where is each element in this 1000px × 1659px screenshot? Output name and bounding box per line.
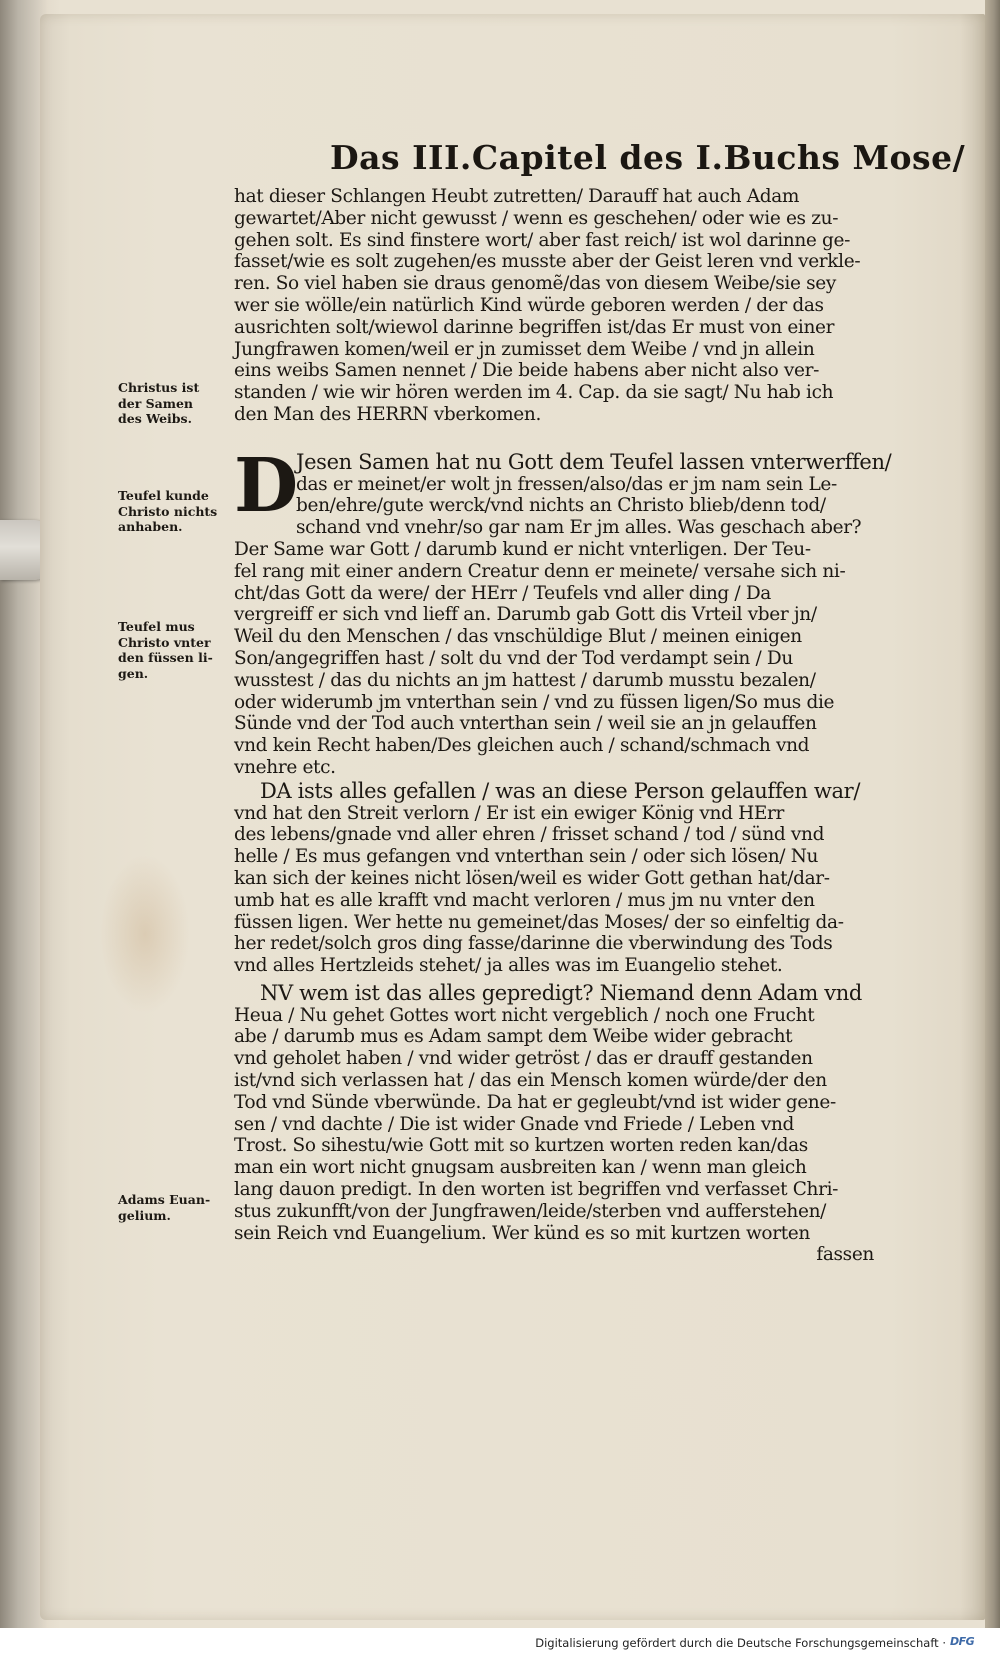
text-line: vnd hat den Streit verlorn / Er ist ein ewiger König vnd HErr bbox=[234, 802, 785, 824]
margin-note-line: der Samen bbox=[118, 395, 194, 411]
text-line: Weil du den Menschen / das vnschüldige Blut / meinen einigen bbox=[234, 626, 802, 648]
text-line: vnd kein Recht haben/Des gleichen auch / schand/schmach vnd bbox=[234, 735, 810, 757]
text-line: NV wem ist das alles gepredigt? Niemand denn Adam vnd bbox=[260, 980, 863, 1005]
text-line: helle / Es mus gefangen vnd vnterthan sein / oder sich lösen/ Nu bbox=[234, 846, 819, 868]
text-line: fasset/wie es solt zugehen/es musste aber der Geist leren vnd verkle- bbox=[234, 251, 861, 273]
page-edge bbox=[985, 0, 1000, 1628]
text-line: gehen solt. Es sind finstere wort/ aber fast reich/ ist wol darinne ge- bbox=[234, 229, 851, 251]
text-line: das er meinet/er wolt jn fressen/also/das er jm nam sein Le- bbox=[296, 473, 837, 495]
page-header: Das III.Capitel des I.Buchs Mose/ bbox=[330, 138, 966, 177]
text-line: Trost. So sihestu/wie Gott mit so kurtzen worten reden kan/das bbox=[234, 1135, 808, 1157]
digitization-footer bbox=[0, 1628, 1000, 1659]
text-line: ist/vnd sich verlassen hat / das ein Mensch komen würde/der den bbox=[234, 1070, 827, 1092]
paragraph-2-lines bbox=[234, 474, 874, 779]
text-line: oder widerumb jm vnterthan sein / vnd zu füssen ligen/So mus die bbox=[234, 691, 835, 713]
text-line: cht/das Gott da were/ der HErr / Teufels vnd aller ding / Da bbox=[234, 582, 771, 604]
paragraph-4 bbox=[234, 1005, 874, 1245]
text-line: abe / darumb mus es Adam sampt dem Weibe wider gebracht bbox=[234, 1026, 793, 1048]
text-line: DA ists alles gefallen / was an diese Person gelauffen war/ bbox=[260, 778, 861, 803]
text-line: her redet/solch gros ding fasse/darinne die vberwindung des Tods bbox=[234, 933, 833, 955]
margin-note-line: Teufel mus bbox=[118, 619, 195, 634]
margin-note-line: gelium. bbox=[118, 1207, 171, 1223]
footer-credit: Digitalisierung gefördert durch die Deutsche Forschungsgemeinschaft · bbox=[535, 1636, 946, 1650]
margin-note-christus bbox=[118, 380, 236, 427]
text-line: eins weibs Samen nennet / Die beide habens aber nicht also ver- bbox=[234, 360, 819, 382]
margin-note-line: gen. bbox=[118, 665, 149, 681]
margin-note-line: den füssen li- bbox=[118, 650, 213, 665]
text-line: stus zukunfft/von der Jungfrawen/leide/sterben vnd aufferstehen/ bbox=[234, 1200, 827, 1222]
margin-note-line: des Weibs. bbox=[118, 411, 192, 426]
text-line: Der Same war Gott / darumb kund er nicht vnterligen. Der Teu- bbox=[234, 538, 811, 560]
paragraph-2 bbox=[234, 442, 892, 779]
page-stain bbox=[100, 854, 190, 1014]
margin-note-line: Teufel kunde bbox=[118, 488, 209, 503]
text-line: sen / vnd dachte / Die ist wider Gnade vnd Friede / Leben vnd bbox=[234, 1113, 795, 1135]
text-line: fel rang mit einer andern Creatur denn er meinete/ versahe sich ni- bbox=[234, 560, 846, 582]
text-line: umb hat es alle krafft vnd macht verloren / mus jm nu vnter den bbox=[234, 889, 815, 911]
margin-note-teufel-mus bbox=[118, 619, 236, 681]
text-line: man ein wort nicht gnugsam ausbreiten kan / wenn man gleich bbox=[234, 1157, 807, 1179]
text-line: Sünde vnd der Tod auch vnterthan sein / weil sie an jn gelauffen bbox=[234, 713, 817, 735]
drop-initial: D bbox=[234, 442, 299, 529]
text-line: ausrichten solt/wiewol darinne begriffen ist/das Er must von einer bbox=[234, 316, 835, 338]
catchword: fassen bbox=[816, 1244, 874, 1266]
text-line: vergreiff er sich vnd lieff an. Darumb gab Gott dis Vrteil vber jn/ bbox=[234, 604, 817, 626]
margin-note-line: Christo vnter bbox=[118, 634, 211, 650]
text-line: gewartet/Aber nicht gewusst / wenn es geschehen/ oder wie es zu- bbox=[234, 207, 839, 229]
margin-note-teufel-kunde bbox=[118, 488, 236, 535]
paragraph-gap bbox=[234, 426, 874, 452]
margin-note-line: anhaben. bbox=[118, 519, 183, 534]
paragraph-3 bbox=[234, 803, 874, 977]
text-line: den Man des HERRN vberkomen. bbox=[234, 403, 542, 425]
text-line: kan sich der keines nicht lösen/weil es wider Gott gethan hat/dar- bbox=[234, 867, 830, 889]
margin-note-line: Adams Euan- bbox=[118, 1192, 211, 1207]
paragraph-1 bbox=[234, 186, 874, 426]
text-line: wer sie wölle/ein natürlich Kind würde geboren werden / der das bbox=[234, 294, 824, 316]
text-line: schand vnd vnehr/so gar nam Er jm alles. Was geschach aber? bbox=[296, 517, 862, 539]
text-line: lang dauon predigt. In den worten ist begriffen vnd verfasset Chri- bbox=[234, 1179, 839, 1201]
margin-note-line: Christus ist bbox=[118, 380, 200, 395]
text-line: Tod vnd Sünde vberwünde. Da hat er gegleubt/vnd ist wider gene- bbox=[234, 1091, 836, 1113]
text-line: ben/ehre/gute werck/vnd nichts an Christo blieb/denn tod/ bbox=[296, 495, 826, 517]
text-line: Jungfrawen komen/weil er jn zumisset dem Weibe / vnd jn allein bbox=[234, 338, 815, 360]
text-line: Son/angegriffen hast / solt du vnd der Tod verdampt sein / Du bbox=[234, 647, 793, 669]
margin-note-line: Christo nichts bbox=[118, 503, 218, 519]
text-line: vnd alles Hertzleids stehet/ ja alles was im Euangelio stehet. bbox=[234, 955, 783, 977]
text-line: sein Reich vnd Euangelium. Wer künd es so mit kurtzen worten bbox=[234, 1222, 810, 1244]
text-line: vnd geholet haben / vnd wider getröst / das er drauff gestanden bbox=[234, 1048, 813, 1070]
margin-note-adams-evangelium bbox=[118, 1192, 236, 1223]
text-line: Heua / Nu gehet Gottes wort nicht vergeblich / noch one Frucht bbox=[234, 1004, 815, 1026]
text-line: vnehre etc. bbox=[234, 756, 336, 778]
text-line: Jesen Samen hat nu Gott dem Teufel lassen vnterwerffen/ bbox=[296, 449, 892, 474]
text-line: des lebens/gnade vnd aller ehren / frisset schand / tod / sünd vnd bbox=[234, 824, 825, 846]
text-line: standen / wie wir hören werden im 4. Cap. da sie sagt/ Nu hab ich bbox=[234, 382, 834, 404]
text-line: wusstest / das du nichts an jm hattest / darumb musstu bezalen/ bbox=[234, 669, 816, 691]
text-line: füssen ligen. Wer hette nu gemeinet/das Moses/ der so einfeltig da- bbox=[234, 911, 844, 933]
text-line: ren. So viel haben sie draus genomẽ/das von diesem Weibe/sie sey bbox=[234, 273, 836, 295]
dfg-logo: DFG bbox=[950, 1635, 975, 1648]
body-text bbox=[234, 186, 892, 1266]
text-line: hat dieser Schlangen Heubt zutretten/ Darauff hat auch Adam bbox=[234, 186, 800, 207]
